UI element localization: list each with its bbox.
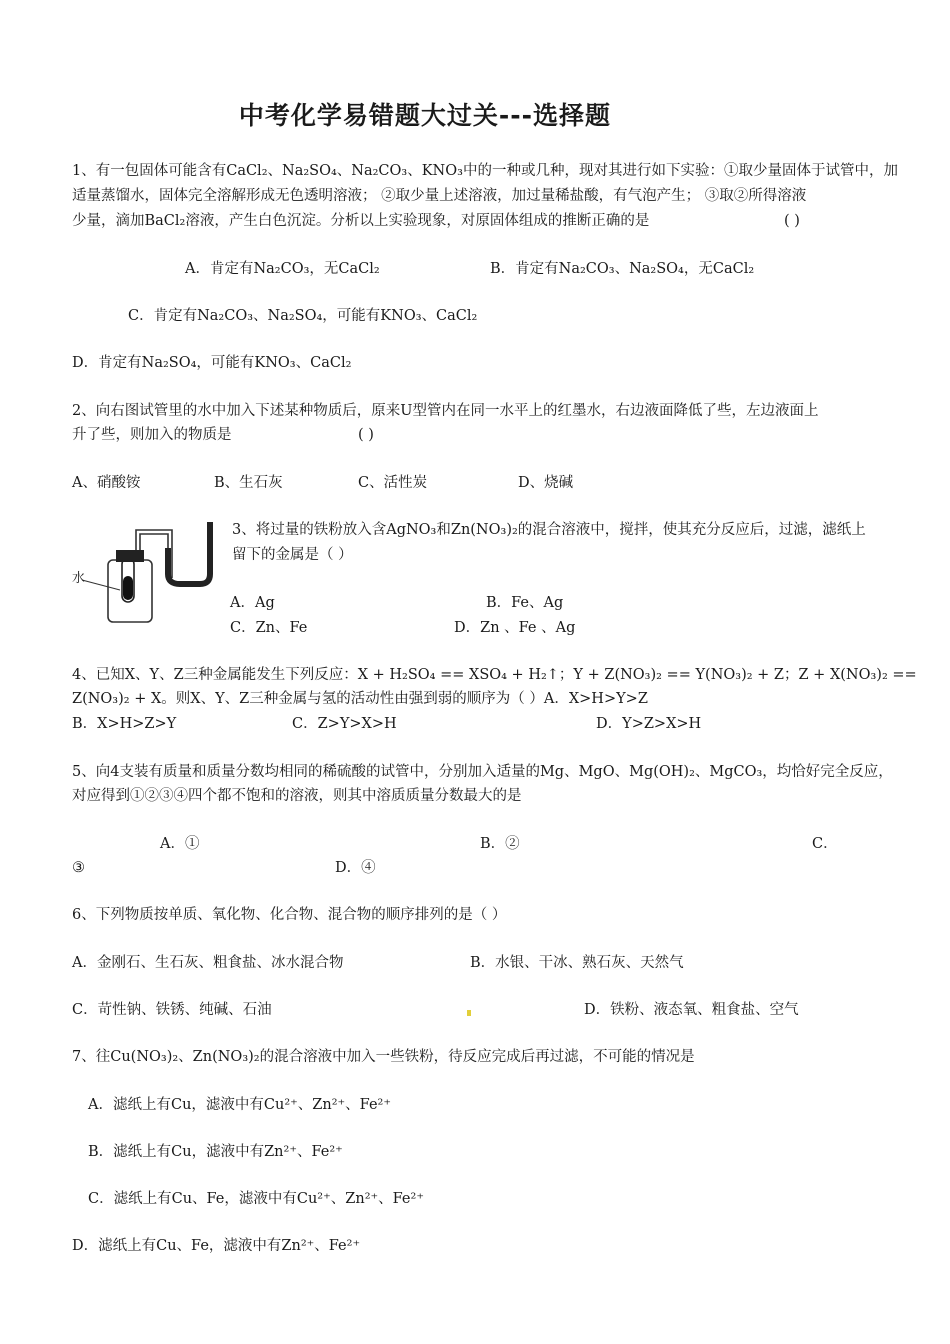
q6-option-a: A．金刚石、生石灰、粗食盐、冰水混合物 — [72, 955, 344, 971]
q2-option-d: D、烧碱 — [518, 475, 574, 491]
q2-line1: 2、向右图试管里的水中加入下述某种物质后，原来U型管内在同一水平上的红墨水，右边液面降低了些，左边液面上 — [72, 403, 819, 419]
q5-option-d: D．④ — [335, 860, 376, 876]
page-title: 中考化学易错题大过关---选择题 — [238, 101, 612, 130]
stray-mark — [467, 1010, 471, 1016]
q3-line2: 留下的金属是（ ） — [232, 547, 353, 563]
q6-option-d: D．铁粉、液态氧、粗食盐、空气 — [584, 1002, 799, 1018]
q3-option-c: C．Zn、Fe — [230, 620, 308, 636]
q3-option-a: A．Ag — [230, 595, 275, 611]
q6-option-b: B．水银、干冰、熟石灰、天然气 — [470, 955, 684, 971]
q3-line1: 3、将过量的铁粉放入含AgNO₃和Zn(NO₃)₂的混合溶液中，搅拌，使其充分反应后，过滤，滤纸上 — [232, 522, 866, 538]
q7-option-d: D．滤纸上有Cu、Fe，滤液中有Zn²⁺、Fe²⁺ — [72, 1238, 361, 1254]
q4-option-d: D．Y>Z>X>H — [596, 716, 702, 732]
test-tube-liquid — [123, 576, 133, 600]
water-label: 水 — [72, 571, 86, 586]
q1-line2: 适量蒸馏水，固体完全溶解形成无色透明溶液； ②取少量上述溶液，加过量稀盐酸，有气泡产生； ③取②所得溶液 — [72, 188, 807, 204]
q7-option-c: C．滤纸上有Cu、Fe，滤液中有Cu²⁺、Zn²⁺、Fe²⁺ — [88, 1191, 424, 1207]
q4-option-c: C．Z>Y>X>H — [292, 716, 397, 732]
q5-line1: 5、向4支装有质量和质量分数均相同的稀硫酸的试管中，分别加入适量的Mg、MgO、Mg(OH)₂、MgCO₃，均恰好完全反应， — [72, 764, 893, 780]
q2-line2: 升了些，则加入的物质是 — [72, 427, 232, 443]
q2-option-a: A、硝酸铵 — [72, 475, 141, 491]
q5-option-b: B．② — [480, 836, 520, 852]
q4-option-b: B．X>H>Z>Y — [72, 716, 177, 732]
q7-option-b: B．滤纸上有Cu，滤液中有Zn²⁺、Fe²⁺ — [88, 1144, 343, 1160]
u-tube-apparatus-figure — [72, 518, 217, 628]
q5-option-c-label: C． — [812, 836, 838, 852]
stopper — [116, 550, 144, 562]
q5-option-c-value: ③ — [72, 860, 85, 876]
q5-line2: 对应得到①②③④四个都不饱和的溶液，则其中溶质质量分数最大的是 — [72, 788, 522, 804]
q3-option-b: B．Fe、Ag — [486, 595, 564, 611]
q5-option-a: A．① — [160, 836, 200, 852]
q4-line1: 4、已知X、Y、Z三种金属能发生下列反应：X + H₂SO₄ == XSO₄ + H₂↑；Y + Z(NO₃)₂ == Y(NO₃)₂ + Z；Z + X(NO₃)₂ == — [72, 667, 917, 683]
q6-option-c: C．苛性钠、铁锈、纯碱、石油 — [72, 1002, 272, 1018]
q3-option-d: D．Zn 、Fe 、Ag — [454, 620, 576, 636]
q6-line1: 6、下列物质按单质、氧化物、化合物、混合物的顺序排列的是（ ） — [72, 907, 507, 923]
q1-option-c: C．肯定有Na₂CO₃、Na₂SO₄，可能有KNO₃、CaCl₂ — [128, 308, 478, 324]
q1-line1: 1、有一包固体可能含有CaCl₂、Na₂SO₄、Na₂CO₃、KNO₃中的一种或几种，现对其进行如下实验：①取少量固体于试管中，加 — [72, 163, 898, 179]
q1-option-a: A．肯定有Na₂CO₃，无CaCl₂ — [185, 261, 380, 277]
q2-option-b: B、生石灰 — [214, 475, 283, 491]
q1-option-d: D．肯定有Na₂SO₄，可能有KNO₃、CaCl₂ — [72, 355, 352, 371]
q4-line2: Z(NO₃)₂ + X。则X、Y、Z三种金属与氢的活动性由强到弱的顺序为（ ）A．X>H>Y>Z — [72, 691, 648, 707]
q7-line1: 7、往Cu(NO₃)₂、Zn(NO₃)₂的混合溶液中加入一些铁粉，待反应完成后再过滤，不可能的情况是 — [72, 1049, 695, 1065]
q2-option-c: C、活性炭 — [358, 475, 428, 491]
q1-option-b: B．肯定有Na₂CO₃、Na₂SO₄，无CaCl₂ — [490, 261, 755, 277]
q2-answer-bracket: ( ) — [358, 427, 374, 443]
q1-answer-bracket: ( ) — [784, 213, 800, 229]
q7-option-a: A．滤纸上有Cu，滤液中有Cu²⁺、Zn²⁺、Fe²⁺ — [88, 1097, 391, 1113]
label-leader-line — [82, 580, 120, 590]
u-tube — [168, 522, 210, 584]
q1-line3: 少量，滴加BaCl₂溶液，产生白色沉淀。分析以上实验现象，对原固体组成的推断正确的是 — [72, 213, 650, 229]
